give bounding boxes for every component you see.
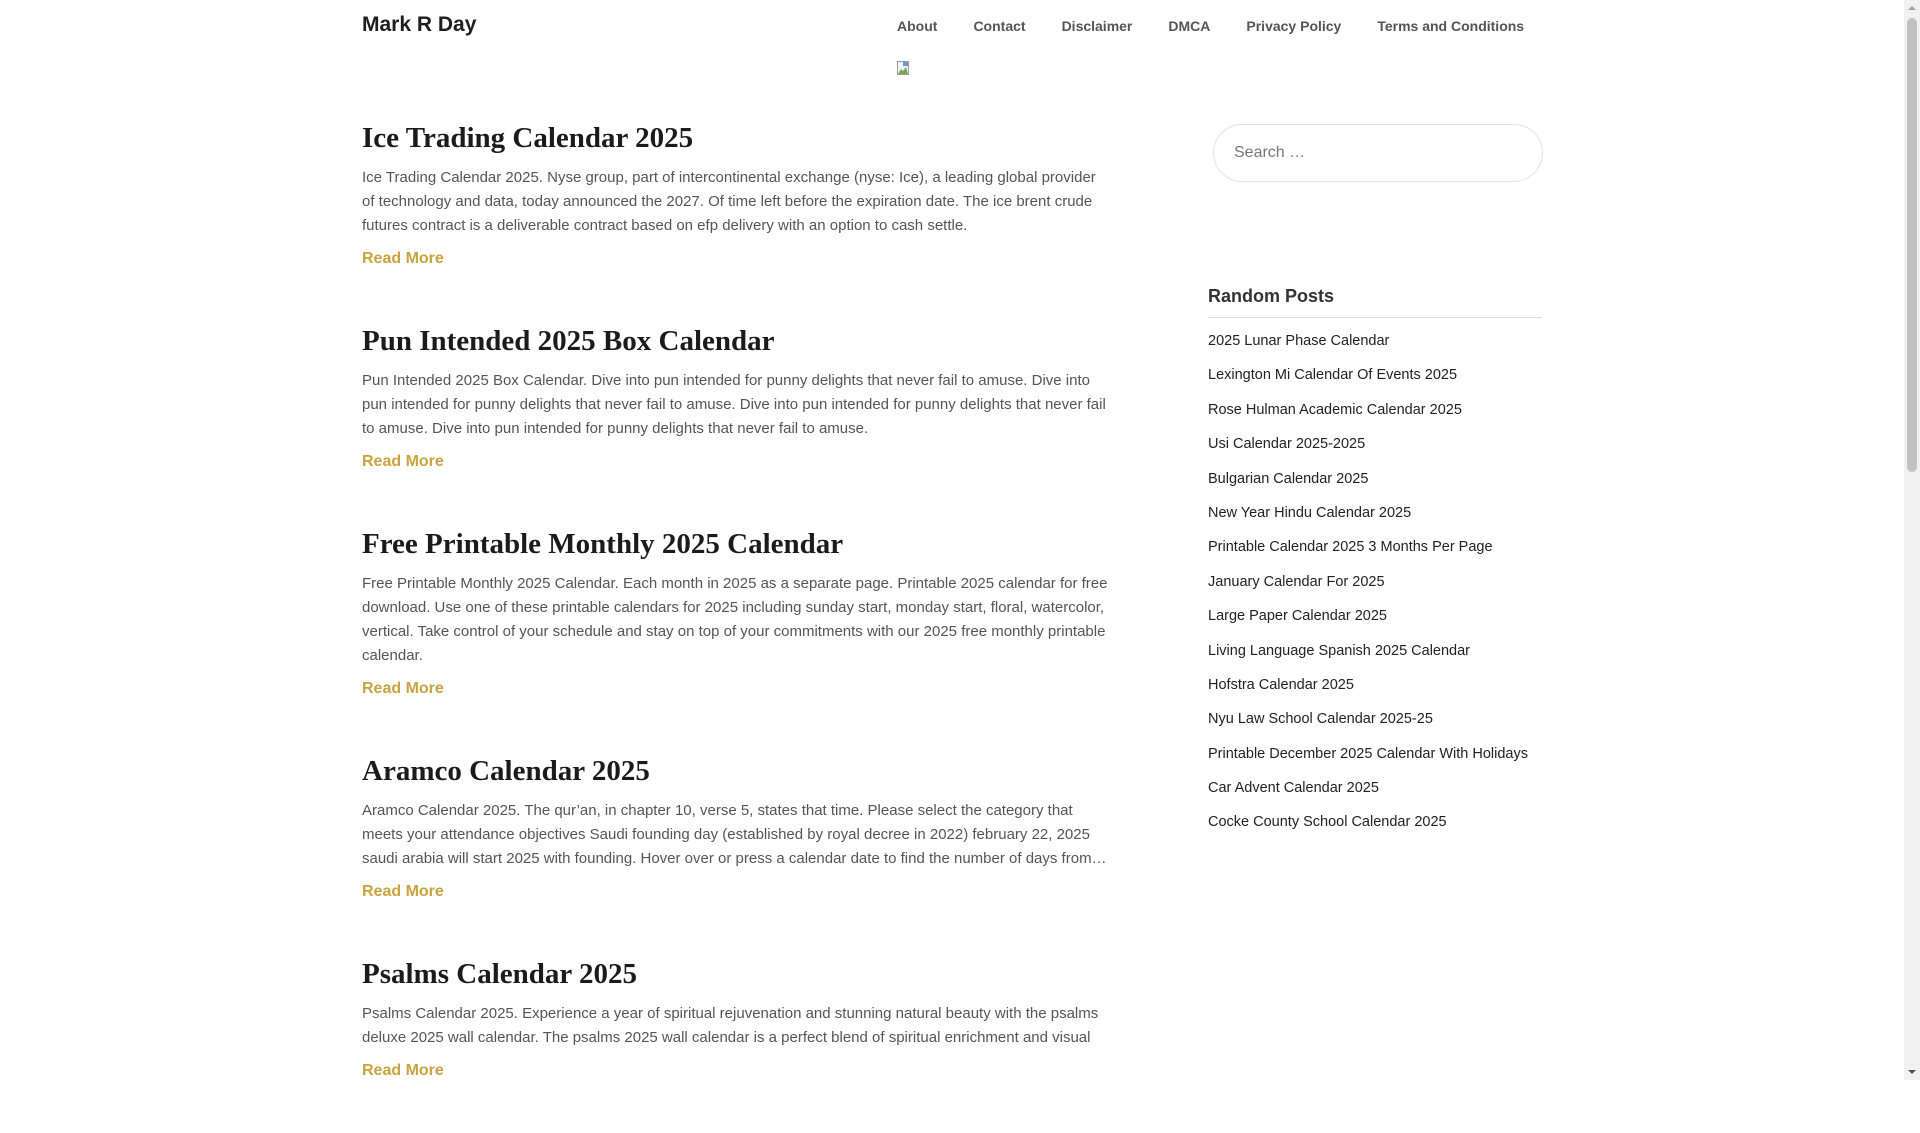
post-item	[362, 118, 1110, 270]
random-post-link[interactable]: Nyu Law School Calendar 2025-25	[1208, 711, 1433, 728]
post-excerpt: Aramco Calendar 2025. The qur’an, in chapter 10, verse 5, states that time. Please select the category that meets your attendance objectives Saudi founding day (established by royal decree in 2022) february 22, 2025 saudi arabia will start 2025 with founding. Hover over or press a calendar date to find the number of days from…	[362, 802, 1107, 867]
random-post-link[interactable]: 2025 Lunar Phase Calendar	[1208, 333, 1390, 349]
main-nav	[879, 0, 1542, 52]
random-post-link[interactable]: Printable December 2025 Calendar With Holidays	[1208, 745, 1528, 762]
nav-about[interactable]: About	[897, 18, 938, 34]
random-post-link[interactable]: Hofstra Calendar 2025	[1208, 676, 1354, 693]
nav-terms-and-conditions[interactable]: Terms and Conditions	[1377, 18, 1525, 34]
search-input[interactable]: Search …	[1213, 124, 1543, 182]
post-excerpt: Ice Trading Calendar 2025. Nyse group, part of intercontinental exchange (nyse: Ice), a leading global provider of technology and data, today announced the 2027. Of time left before the expiration date. The ice brent crude futures contract is a deliverable contract based on efp delivery with an option to cash settle.	[362, 169, 1096, 234]
read-more-link[interactable]: Read More	[362, 680, 444, 697]
random-post-link[interactable]: Lexington Mi Calendar Of Events 2025	[1208, 367, 1458, 384]
widget-divider	[1208, 317, 1542, 318]
post-list	[362, 118, 1110, 1133]
read-more-link[interactable]: Read More	[362, 250, 444, 267]
scroll-down-icon[interactable]	[1904, 1064, 1920, 1080]
post-item	[362, 954, 1110, 1082]
sidebar	[1208, 124, 1543, 848]
post-title[interactable]: Ice Trading Calendar 2025	[362, 122, 694, 154]
random-post-link[interactable]: Large Paper Calendar 2025	[1208, 608, 1387, 625]
post-title[interactable]: Psalms Calendar 2025	[362, 958, 637, 990]
random-post-link[interactable]: Usi Calendar 2025-2025	[1208, 436, 1366, 453]
vertical-scrollbar[interactable]	[1904, 0, 1920, 1080]
post-item	[362, 751, 1110, 903]
post-title[interactable]: Pun Intended 2025 Box Calendar	[362, 325, 775, 357]
random-post-link[interactable]: Living Language Spanish 2025 Calendar	[1208, 642, 1471, 659]
random-post-link[interactable]: Car Advent Calendar 2025	[1208, 780, 1379, 797]
random-posts-heading: Random Posts	[1208, 286, 1335, 306]
post-excerpt: Pun Intended 2025 Box Calendar. Dive into pun intended for punny delights that never fail to amuse. Dive into pun intended for punny delights that never fail to amuse. Dive into pun intended for punny delights that never fail to amuse. Dive into pun intended for punny delights that never fail to amuse.	[362, 372, 1106, 437]
nav-contact[interactable]: Contact	[973, 18, 1026, 34]
random-post-link[interactable]: Rose Hulman Academic Calendar 2025	[1208, 401, 1462, 418]
post-excerpt: Psalms Calendar 2025. Experience a year of spiritual rejuvenation and stunning natural beauty with the psalms deluxe 2025 wall calendar. The psalms 2025 wall calendar is a perfect blend of spiritual enrichment and visual	[362, 1005, 1099, 1046]
site-title[interactable]: Mark R Day	[362, 13, 477, 36]
random-post-link[interactable]: Cocke County School Calendar 2025	[1208, 814, 1447, 831]
post-excerpt: Free Printable Monthly 2025 Calendar. Each month in 2025 as a separate page. Printable 2025 calendar for free download. Use one of these printable calendars for 2025 including sunday start, monday start, floral, watercolor, vertical. Take control of your schedule and stay on top of your commitments with our 2025 free monthly printable calendar.	[362, 575, 1108, 664]
random-post-link[interactable]: Bulgarian Calendar 2025	[1208, 470, 1369, 487]
read-more-link[interactable]: Read More	[362, 453, 444, 470]
site-header	[0, 0, 1904, 52]
read-more-link[interactable]: Read More	[362, 883, 444, 900]
scrollbar-thumb[interactable]	[1907, 18, 1917, 472]
scroll-up-icon[interactable]	[1904, 0, 1920, 16]
random-posts-list	[1208, 332, 1543, 848]
broken-image-icon	[897, 61, 909, 75]
post-item	[362, 321, 1110, 473]
post-item	[362, 524, 1110, 700]
random-post-link[interactable]: New Year Hindu Calendar 2025	[1208, 504, 1412, 521]
read-more-link[interactable]: Read More	[362, 1062, 444, 1079]
random-post-link[interactable]: January Calendar For 2025	[1208, 573, 1385, 590]
nav-disclaimer[interactable]: Disclaimer	[1061, 18, 1133, 34]
nav-privacy-policy[interactable]: Privacy Policy	[1246, 18, 1342, 34]
post-title[interactable]: Aramco Calendar 2025	[362, 755, 650, 787]
post-title[interactable]: Free Printable Monthly 2025 Calendar	[362, 528, 844, 560]
random-post-link[interactable]: Printable Calendar 2025 3 Months Per Page	[1208, 539, 1493, 556]
nav-dmca[interactable]: DMCA	[1168, 18, 1211, 34]
